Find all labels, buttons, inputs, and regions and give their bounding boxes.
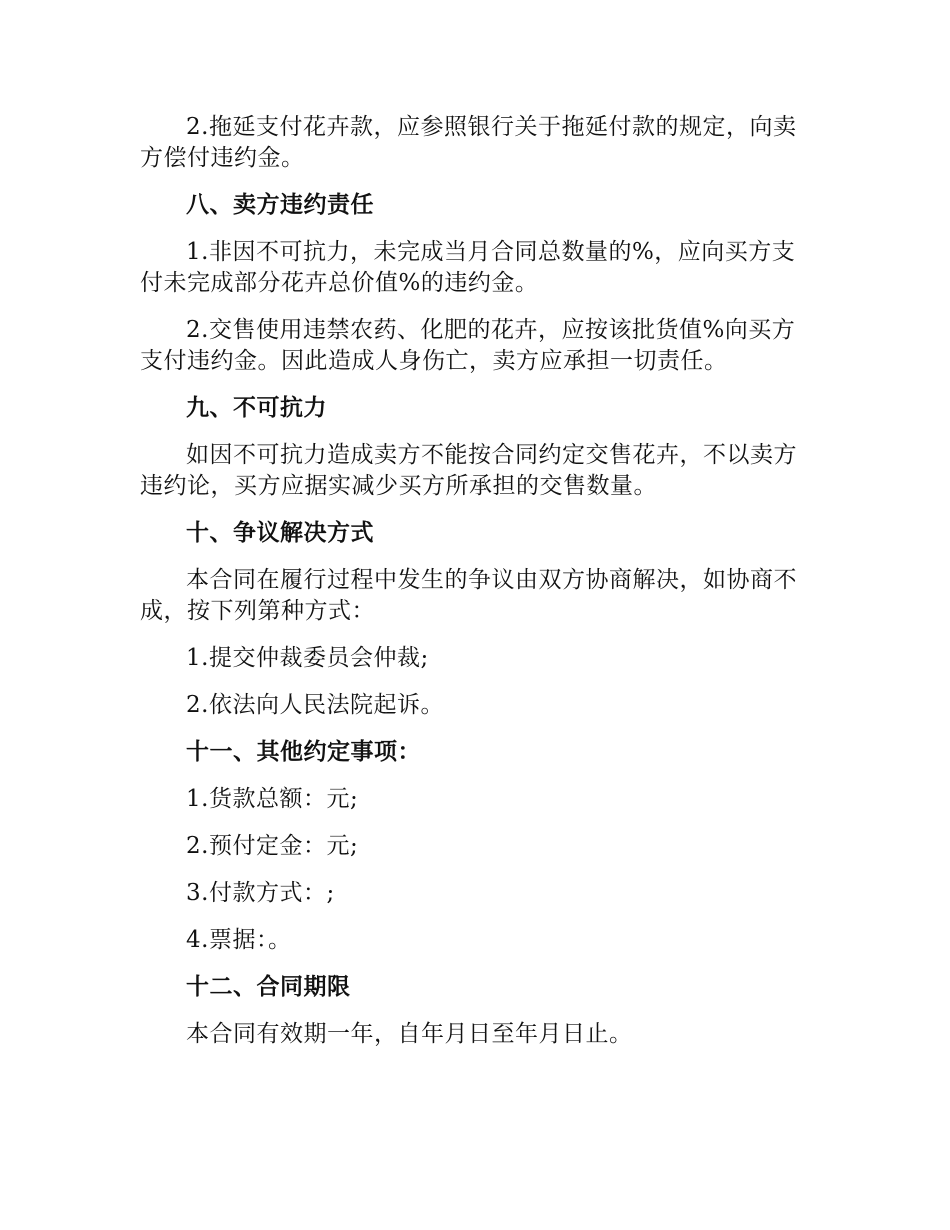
paragraph-total-amount: 1.货款总额：元;	[186, 786, 359, 812]
paragraph-payment-method: 3.付款方式：;	[186, 880, 335, 906]
paragraph-unfinished-quantity: 1.非因不可抗力，未完成当月合同总数量的%，应向买方支付未完成部分花卉总价值%的违约金。	[140, 239, 796, 296]
paragraph-invoice: 4.票据：。	[186, 927, 292, 953]
paragraph-validity-period: 本合同有效期一年，自年月日至年月日止。	[186, 1021, 633, 1047]
section-heading-force-majeure: 九、不可抗力	[186, 395, 327, 421]
section-heading-other-terms: 十一、其他约定事项：	[186, 739, 421, 765]
section-heading-dispute-resolution: 十、争议解决方式	[186, 520, 374, 546]
paragraph-arbitration: 1.提交仲裁委员会仲裁;	[186, 645, 429, 671]
paragraph-court: 2.依法向人民法院起诉。	[186, 692, 444, 718]
section-heading-contract-term: 十二、合同期限	[186, 974, 351, 1000]
paragraph-delay-payment: 2.拖延支付花卉款，应参照银行关于拖延付款的规定，向卖方偿付违约金。	[140, 114, 797, 171]
paragraph-deposit: 2.预付定金：元;	[186, 833, 359, 859]
paragraph-dispute-negotiation: 本合同在履行过程中发生的争议由双方协商解决，如协商不成，按下列第种方式：	[140, 567, 797, 624]
section-heading-seller-liability: 八、卖方违约责任	[186, 192, 374, 218]
paragraph-force-majeure: 如因不可抗力造成卖方不能按合同约定交售花卉，不以卖方违约论，买方应据实减少买方所承担的交售数量。	[140, 442, 797, 499]
paragraph-banned-pesticides: 2.交售使用违禁农药、化肥的花卉，应按该批货值%向买方支付违约金。因此造成人身伤亡，卖方应承担一切责任。	[140, 317, 796, 374]
